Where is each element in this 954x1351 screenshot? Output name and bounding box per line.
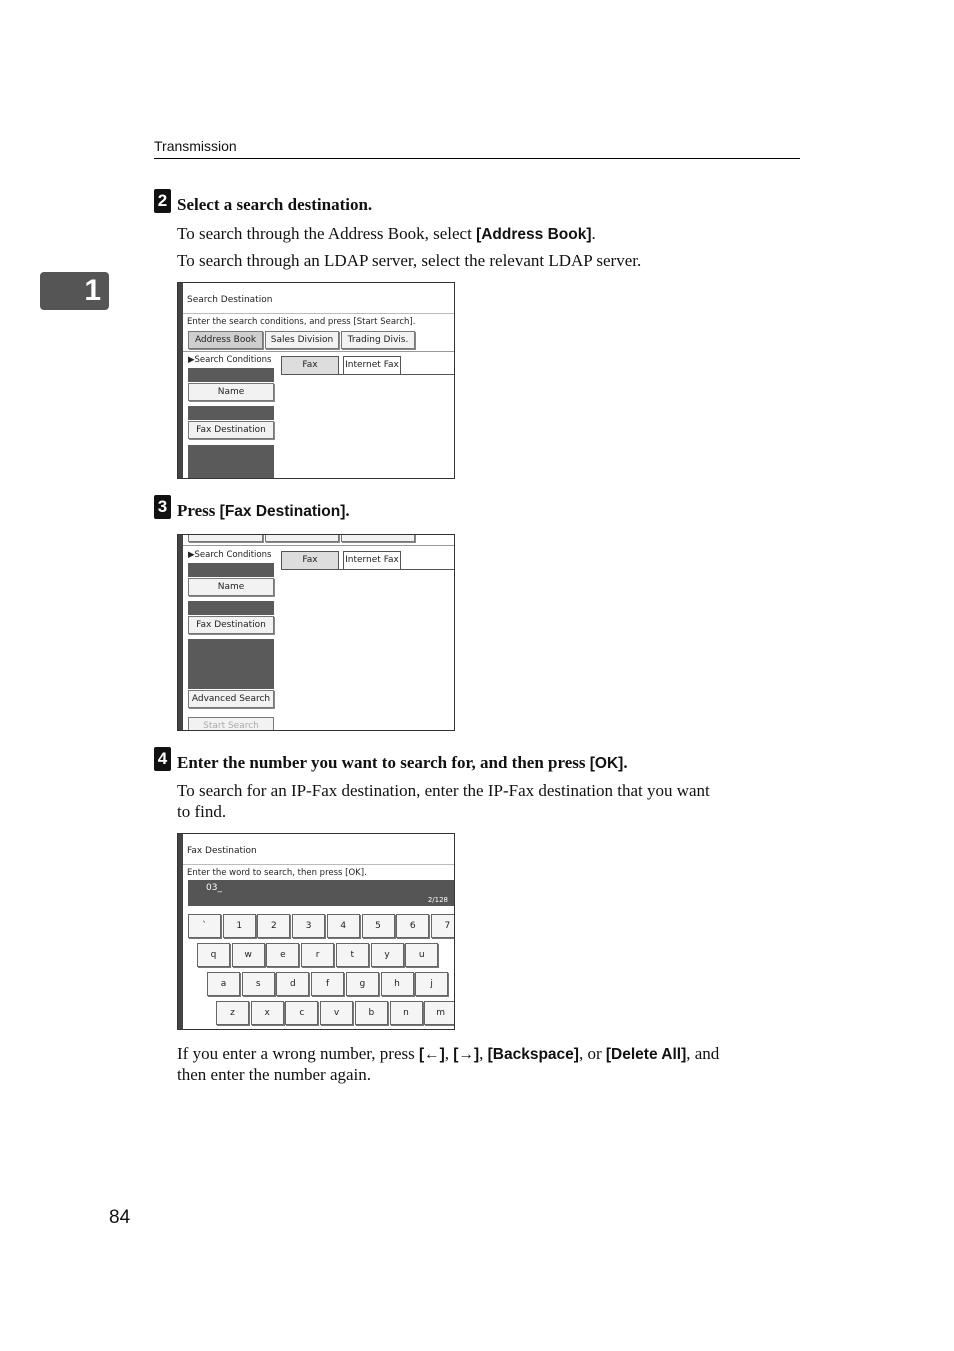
text: If you enter a wrong number, press: [177, 1044, 419, 1063]
screenshot-search-destination: [177, 282, 455, 479]
start-search-button[interactable]: Start Search: [188, 717, 274, 731]
step-number: 2: [154, 189, 171, 213]
screen-instruction: Enter the search conditions, and press [Start Search].: [187, 317, 416, 327]
step-heading: Select a search destination.: [177, 195, 373, 214]
fax-dest-header-bar: [188, 601, 274, 615]
screen-title: Search Destination: [183, 288, 454, 314]
key-backtick[interactable]: `: [188, 914, 221, 938]
key-e[interactable]: e: [266, 943, 299, 967]
keyword: [Fax Destination]: [219, 503, 346, 520]
text: ,: [479, 1044, 488, 1063]
advanced-area: [188, 639, 274, 689]
step-paragraph: To search through an LDAP server, select the relevant LDAP server.: [177, 251, 642, 270]
screen-title: Fax Destination: [183, 839, 454, 865]
fax-destination-button[interactable]: Fax Destination: [188, 616, 274, 634]
chapter-tab: 1: [40, 272, 109, 310]
divider: [183, 545, 454, 546]
text: , and: [686, 1044, 720, 1063]
key-1[interactable]: 1: [223, 914, 256, 938]
running-header: Transmission: [154, 138, 237, 154]
divider: [183, 351, 454, 352]
keyword: [→]: [453, 1046, 480, 1063]
tab-internet-fax[interactable]: Internet Fax: [343, 551, 401, 569]
keyword: [Backspace]: [487, 1046, 579, 1063]
header-rule: [154, 158, 800, 159]
fax-dest-header-bar: [188, 406, 274, 420]
name-header-bar: [188, 368, 274, 382]
name-button[interactable]: Name: [188, 383, 274, 401]
screenshot-search-conditions: [177, 534, 455, 731]
key-c[interactable]: c: [285, 1001, 318, 1025]
step-paragraph-line: To search for an IP-Fax destination, enter the IP-Fax destination that you want: [177, 781, 710, 800]
key-r[interactable]: r: [301, 943, 334, 967]
key-3[interactable]: 3: [292, 914, 325, 938]
step-paragraph: [177, 223, 596, 245]
text: .: [591, 224, 596, 243]
advanced-area: [188, 445, 274, 479]
screenshot-fax-destination-keyboard: [177, 833, 455, 1030]
note-paragraph: [177, 1043, 719, 1065]
name-header-bar: [188, 563, 274, 577]
tab-sales-division[interactable]: Sales Division: [265, 331, 339, 349]
key-7[interactable]: 7: [431, 914, 455, 938]
input-value: 03_: [206, 883, 222, 893]
key-u[interactable]: u: [405, 943, 438, 967]
keyword: [←]: [418, 1046, 445, 1063]
text: Press: [177, 501, 220, 520]
text: .: [345, 501, 350, 520]
tab-address-book-partial[interactable]: [188, 534, 263, 542]
key-j[interactable]: j: [415, 972, 448, 996]
key-n[interactable]: n: [390, 1001, 423, 1025]
key-w[interactable]: w: [232, 943, 265, 967]
note-paragraph-line: then enter the number again.: [177, 1065, 372, 1084]
tab-internet-fax[interactable]: Internet Fax: [343, 356, 401, 374]
key-2[interactable]: 2: [257, 914, 290, 938]
key-h[interactable]: h: [381, 972, 414, 996]
tab-sales-division-partial[interactable]: [265, 534, 339, 542]
step-heading: [177, 753, 628, 773]
step-number: 3: [154, 495, 171, 519]
tab-fax[interactable]: Fax: [281, 356, 339, 374]
tab-baseline: [281, 374, 454, 375]
advanced-search-button[interactable]: Advanced Search: [188, 690, 274, 708]
tab-baseline: [281, 569, 454, 570]
text: To search through the Address Book, select: [177, 224, 477, 243]
key-s[interactable]: s: [242, 972, 275, 996]
text: .: [623, 753, 628, 772]
key-f[interactable]: f: [311, 972, 344, 996]
tab-fax[interactable]: Fax: [281, 551, 339, 569]
fax-destination-button[interactable]: Fax Destination: [188, 421, 274, 439]
tab-trading-division-partial[interactable]: [341, 534, 415, 542]
keyword: [Address Book]: [476, 226, 592, 243]
key-t[interactable]: t: [336, 943, 369, 967]
char-counter: 2/128: [427, 896, 448, 904]
keyword: [OK]: [589, 755, 624, 772]
key-b[interactable]: b: [355, 1001, 388, 1025]
tab-trading-division[interactable]: Trading Divis.: [341, 331, 415, 349]
page-number: 84: [109, 1207, 131, 1228]
screen-bezel: [178, 535, 183, 730]
key-z[interactable]: z: [216, 1001, 249, 1025]
step-paragraph-line: to find.: [177, 802, 227, 821]
text: , or: [578, 1044, 606, 1063]
key-6[interactable]: 6: [396, 914, 429, 938]
key-m[interactable]: m: [424, 1001, 455, 1025]
key-5[interactable]: 5: [362, 914, 395, 938]
name-button[interactable]: Name: [188, 578, 274, 596]
key-g[interactable]: g: [346, 972, 379, 996]
key-y[interactable]: y: [371, 943, 404, 967]
search-input[interactable]: [188, 880, 455, 906]
text: ,: [444, 1044, 454, 1063]
step-heading: [177, 501, 350, 521]
search-conditions-label: ▶Search Conditions: [188, 550, 272, 560]
text: Enter the number you want to search for, and then press: [177, 753, 590, 772]
key-q[interactable]: q: [197, 943, 230, 967]
screen-instruction: Enter the word to search, then press [OK].: [187, 868, 367, 878]
tab-address-book[interactable]: Address Book: [188, 331, 263, 349]
step-number: 4: [154, 747, 171, 771]
key-d[interactable]: d: [276, 972, 309, 996]
keyword: [Delete All]: [605, 1046, 687, 1063]
search-conditions-label: ▶Search Conditions: [188, 355, 272, 365]
key-v[interactable]: v: [320, 1001, 353, 1025]
key-x[interactable]: x: [251, 1001, 284, 1025]
key-4[interactable]: 4: [327, 914, 360, 938]
key-a[interactable]: a: [207, 972, 240, 996]
